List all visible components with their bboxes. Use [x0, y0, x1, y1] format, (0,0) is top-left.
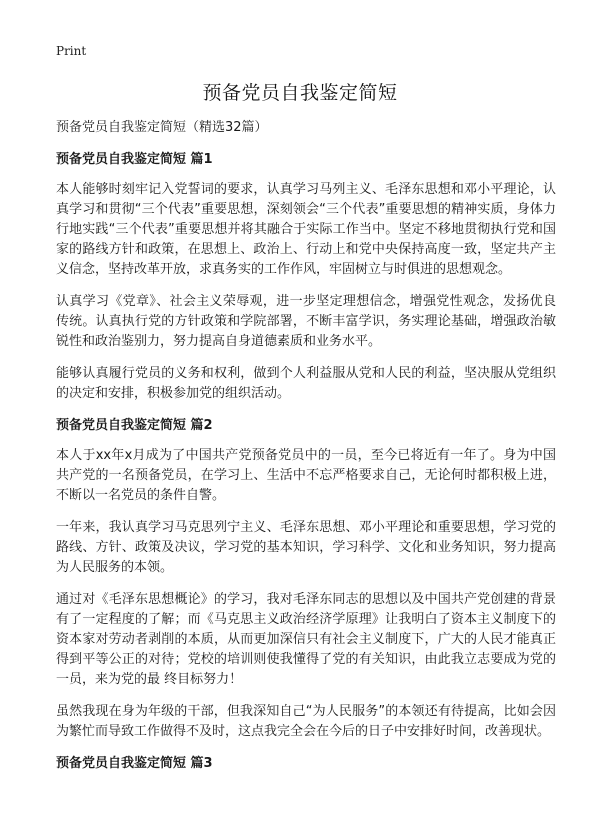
section-heading: 预备党员自我鉴定简短 篇1 [56, 152, 213, 167]
document-subtitle: 预备党员自我鉴定简短（精选32篇） [56, 120, 268, 135]
section-2 [56, 416, 556, 742]
paragraph: 通过对《毛泽东思想概论》的学习，我对毛泽东同志的思想以及中国共产党创建的背景有了一定程度的了解；而《马克思主义政治经济学原理》让我明白了资本主义制度下的资本家对劳动者剥削的本质，从而更加深信只有社会主义制度下，广大的人民才能真正得到平等公正的对待；党校的培训则使我懂得了党的有关知识，由此我立志要成为党的一员，来为党的最 终目标努力！ [56, 592, 556, 687]
paragraph: 认真学习《党章》、社会主义荣辱观，进一步坚定理想信念，增强党性观念，发扬优良传统。认真执行党的方针政策和学院部署，不断丰富学识，务实理论基础，增强政治敏锐性和政治鉴别力，努力提高自身道德素质和业务水平。 [56, 294, 556, 349]
paragraph: 虽然我现在身为年级的干部，但我深知自己“为人民服务”的本领还有待提高，比如会因为繁忙而导致工作做得不及时，这点我完全会在今后的日子中安排好时间，改善现状。 [56, 704, 556, 739]
paragraph: 本人于xx年x月成为了中国共产党预备党员中的一员，至今已将近有一年了。身为中国共产党的一名预备党员，在学习上、生活中不忘严格要求自己，无论何时都积极上进，不断以一名党员的条件自警。 [56, 448, 556, 503]
paragraph: 一年来，我认真学习马克思列宁主义、毛泽东思想、邓小平理论和重要思想，学习党的路线、方针、政策及决议，学习党的基本知识，学习科学、文化和业务知识，努力提高为人民服务的本领。 [56, 520, 556, 575]
paragraph: 能够认真履行党员的义务和权利，做到个人利益服从党和人民的利益，坚决服从党组织的决定和安排，积极参加党的组织活动。 [56, 366, 556, 401]
section-heading: 预备党员自我鉴定简短 篇2 [56, 418, 213, 433]
section-heading: 预备党员自我鉴定简短 篇3 [56, 756, 213, 771]
print-link[interactable]: Print [56, 44, 87, 58]
paragraph: 本人能够时刻牢记入党誓词的要求，认真学习马列主义、毛泽东思想和邓小平理论，认真学习和贯彻“三个代表”重要思想，深刻领会“三个代表”重要思想的精神实质，身体力行地实践“三个代表”重要思想并将其融合于实际工作当中。坚定不移地贯彻执行党和国家的路线方针和政策，在思想上、政治上、行动上和党中央保持高度一致，坚定共产主义信念，坚持改革开放，求真务实的工作作风，牢固树立与时俱进的思想观念。 [56, 182, 556, 277]
section-3 [56, 754, 556, 774]
document-body [56, 118, 556, 786]
section-1 [56, 150, 556, 404]
page-title: 预备党员自我鉴定简短 [202, 82, 398, 104]
